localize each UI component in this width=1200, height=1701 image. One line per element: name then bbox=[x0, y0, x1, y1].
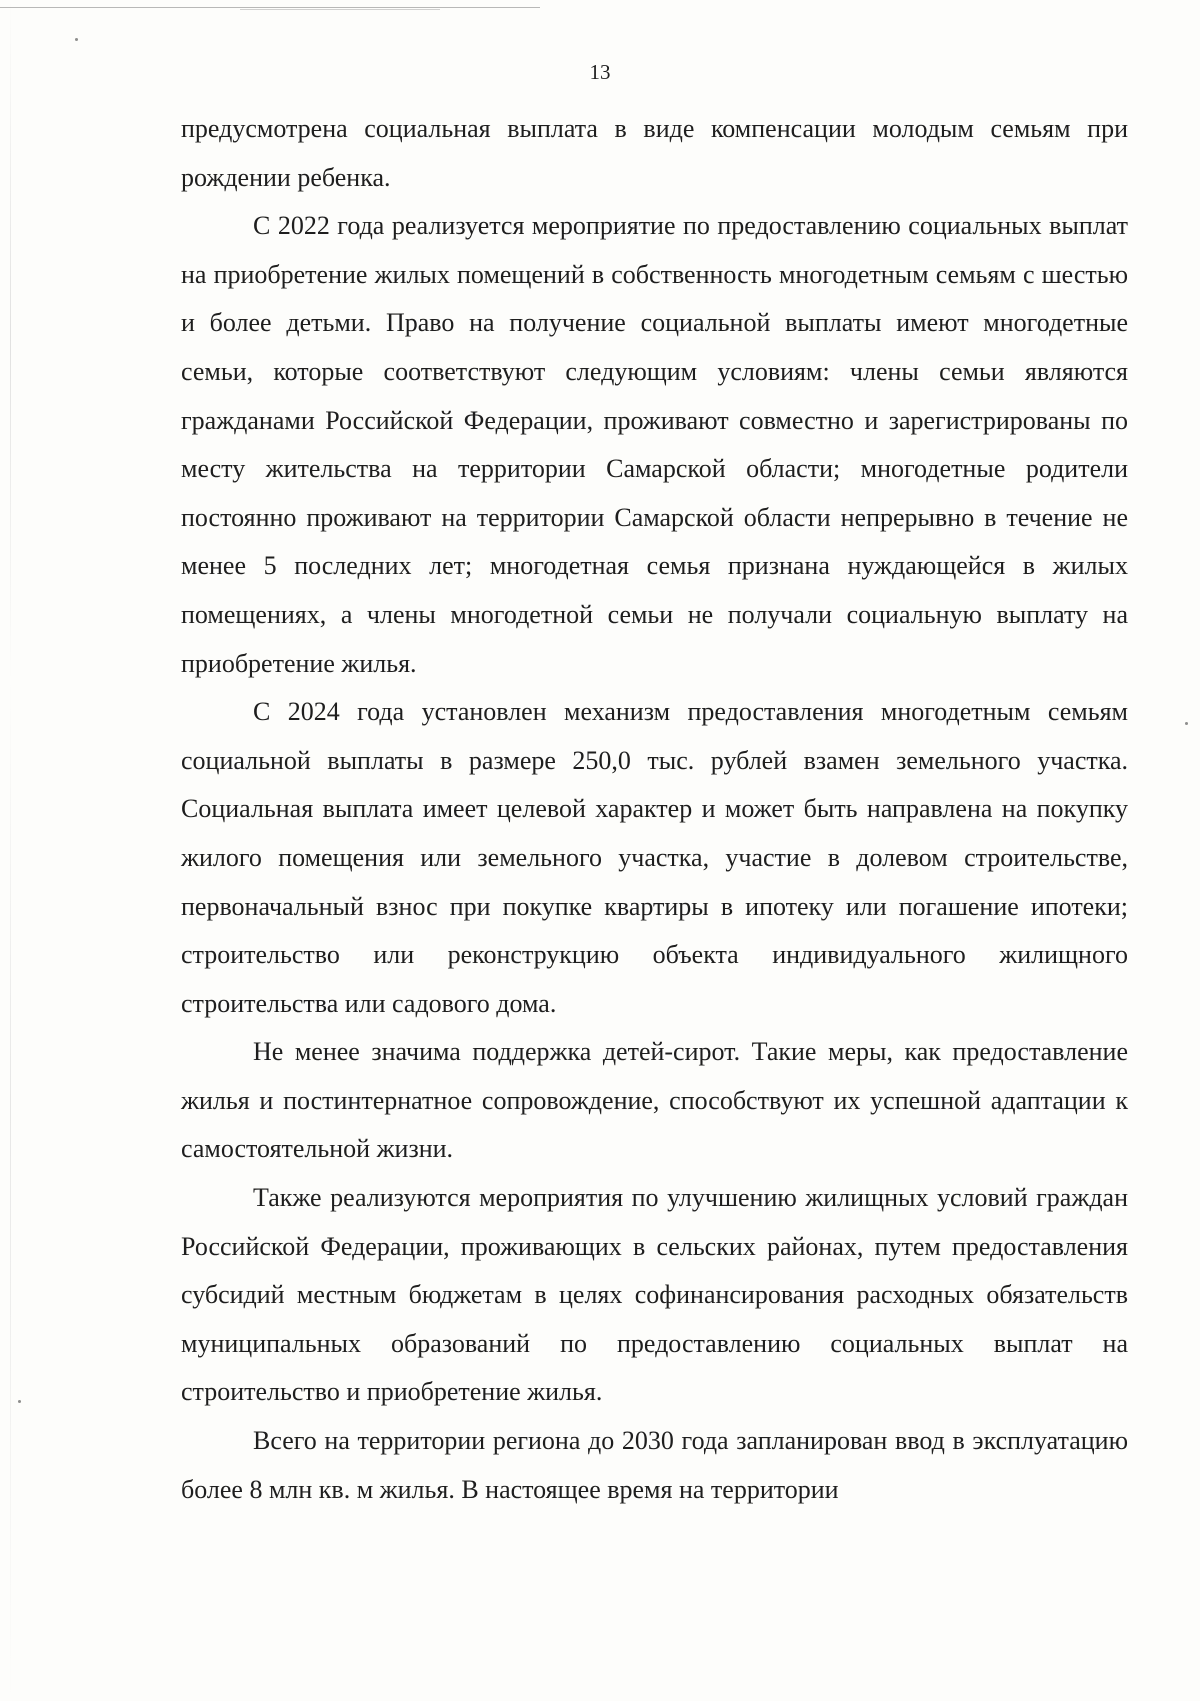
scan-speck bbox=[18, 1400, 21, 1403]
paragraph: предусмотрена социальная выплата в виде компенсации молодым семьям при рождении ребенка. bbox=[181, 114, 1128, 192]
document-body bbox=[181, 105, 1128, 1514]
page-number: 13 bbox=[589, 60, 611, 84]
paragraph: С 2022 года реализуется мероприятие по предоставлению социальных выплат на приобретение жилых помещений в собственность многодетным семьям с шестью и более детьми. Право на получение социальной выплаты имеют многодетные семьи, которые соответствуют следующим условиям: члены семьи являются гражданами Российской Федерации, проживают совместно и зарегистрированы по месту жительства на территории Самарской области; многодетные родители постоянно проживают на территории Самарской области непрерывно в течение не менее 5 последних лет; многодетная семья признана нуждающейся в жилых помещениях, а члены многодетной семьи не получали социальную выплату на приобретение жилья. bbox=[181, 211, 1128, 678]
scan-left-edge bbox=[10, 0, 11, 1701]
paragraph: Также реализуются мероприятия по улучшению жилищных условий граждан Российской Федерации, проживающих в сельских районах, путем предоставления субсидий местным бюджетам в целях софинансирования расходных обязательств муниципальных образований по предоставлению социальных выплат на строительство и приобретение жилья. bbox=[181, 1183, 1128, 1407]
scan-top-line bbox=[240, 9, 440, 10]
scan-speck bbox=[75, 38, 78, 41]
paragraph: С 2024 года установлен механизм предоставления многодетным семьям социальной выплаты в размере 250,0 тыс. рублей взамен земельного участка. Социальная выплата имеет целевой характер и может быть направлена на покупку жилого помещения или земельного участка, участие в долевом строительстве, первоначальный взнос при покупке квартиры в ипотеку или погашение ипотеки; строительство или реконструкцию объекта индивидуального жилищного строительства или садового дома. bbox=[181, 697, 1128, 1018]
paragraph: Всего на территории региона до 2030 года запланирован ввод в эксплуатацию более 8 млн кв. м жилья. В настоящее время на территории bbox=[181, 1426, 1128, 1504]
paragraph: Не менее значима поддержка детей-сирот. Такие меры, как предоставление жилья и постинтернатное сопровождение, способствуют их успешной адаптации к самостоятельной жизни. bbox=[181, 1037, 1128, 1164]
scan-top-line bbox=[0, 7, 540, 8]
scan-speck bbox=[1185, 722, 1188, 725]
